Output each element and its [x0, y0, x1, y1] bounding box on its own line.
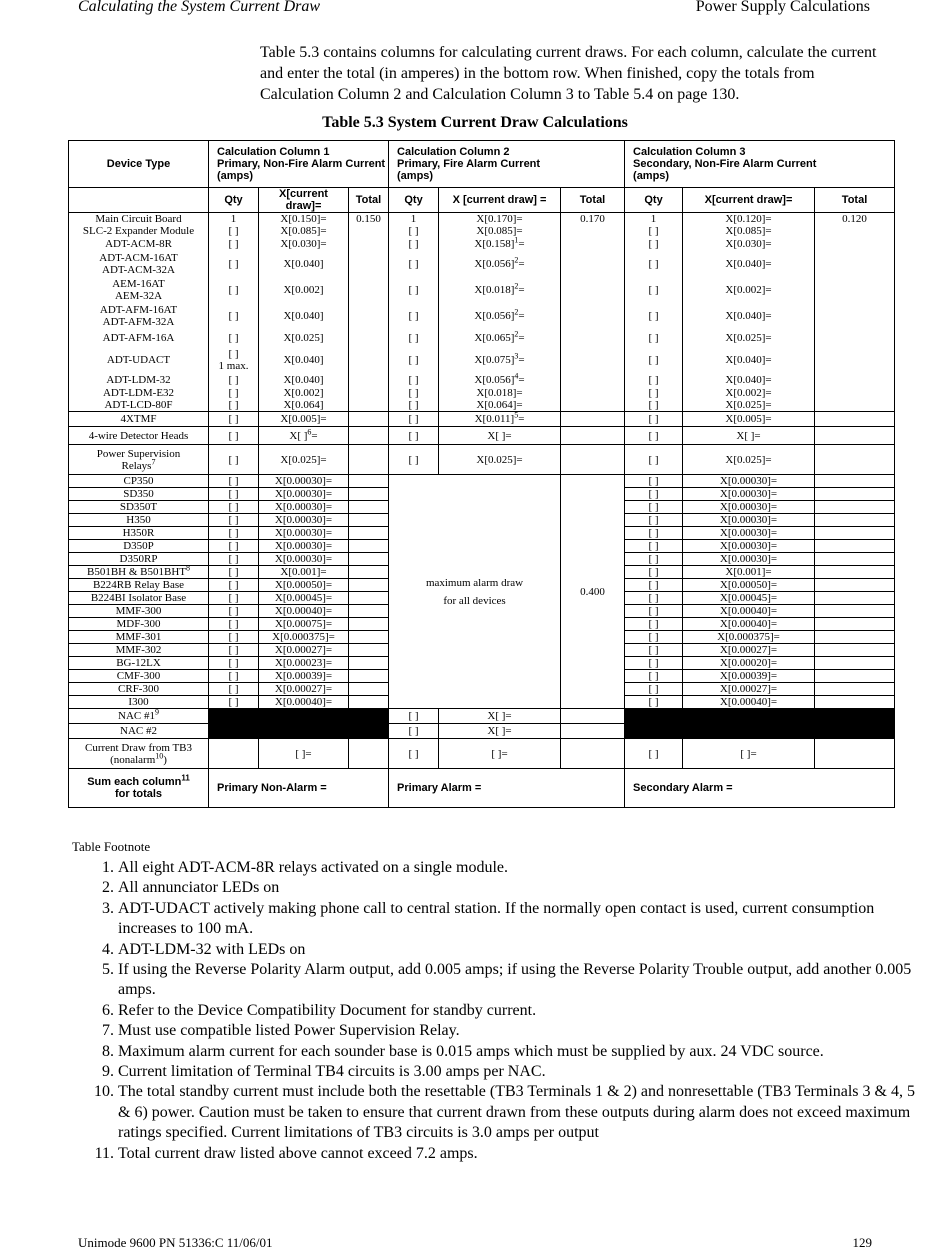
table-row: CMF-300 [ ] X[0.00039]= [ ] X[0.00039]=	[69, 670, 895, 683]
footer-left: Unimode 9600 PN 51336:C 11/06/01	[78, 1235, 273, 1250]
current-draw-table	[68, 140, 895, 808]
table-row: D350P [ ] X[0.00030]= [ ] X[0.00030]=	[69, 540, 895, 553]
footnote-item: 9. Current limitation of Terminal TB4 circuits is 3.00 amps per NAC.	[118, 1062, 918, 1082]
table-row: ADT-LDM-E32 [ ] X[0.002] [ ] X[0.018]= [ ] X[0.002]=	[69, 387, 895, 399]
footnote-item: 3. ADT-UDACT actively making phone call to central station. If the normally open contact is used, current consumption increases to 100 mA.	[118, 899, 918, 940]
max-alarm-draw-value: 0.400	[561, 475, 625, 709]
device-name: MMF-300	[69, 605, 209, 618]
table-row: 4-wire Detector Heads [ ] X[ ]$^6$= [ ] X[ ]= [ ] X[ ]=	[69, 427, 895, 445]
footnote-list	[80, 858, 918, 1164]
table-row: D350RP [ ] X[0.00030]= [ ] X[0.00030]=	[69, 553, 895, 566]
table-row: MMF-302 [ ] X[0.00027]= [ ] X[0.00027]=	[69, 644, 895, 657]
device-name: H350	[69, 514, 209, 527]
device-name: B501BH & B501BHT$^8$	[69, 566, 209, 579]
table-row: NAC $\#1^9$ [ ] X[ ]=	[69, 709, 895, 724]
blacked-out-cell	[625, 724, 895, 739]
running-header-left: Calculating the System Current Draw	[78, 0, 321, 15]
table-row: BG-12LX [ ] X[0.00023]= [ ] X[0.00020]=	[69, 657, 895, 670]
table-row: SLC-2 Expander Module [ ] X[0.085]= [ ] X[0.085]= [ ] X[0.085]=	[69, 225, 895, 237]
table-row: ADT-AFM-16A [ ] X[0.025] [ ] $X[0.065]^2=$ [ ] X[0.025]=	[69, 329, 895, 347]
col2-header: Calculation Column 2 Primary, Fire Alarm Current (amps)	[389, 141, 625, 188]
table-row: SD350 [ ] X[0.00030]= [ ] X[0.00030]=	[69, 488, 895, 501]
table-row: Current Draw from TB3 (nonalarm$^{10}$) [ ]= [ ] [ ]= [ ] [ ]=	[69, 739, 895, 769]
table-row: B224RB Relay Base [ ] X[0.00050]= [ ] X[0.00050]=	[69, 579, 895, 592]
blacked-out-cell	[625, 709, 895, 724]
table-row: SD350T [ ] X[0.00030]= [ ] X[0.00030]=	[69, 501, 895, 514]
footnote-item: 8. Maximum alarm current for each sounder base is 0.015 amps which must be supplied by aux. 24 VDC source.	[118, 1042, 918, 1062]
device-name: MDF-300	[69, 618, 209, 631]
footnote-item: 10. The total standby current must include both the resettable (TB3 Terminals 1 & 2) and nonresettable (TB3 Terminals 3 & 4, 5 & 6) power. Caution must be taken to ensure that current drawn from these outputs during alarm does not exceed maximum ratings specified. Current limitations of TB3 circuits is 3.0 amps per output	[118, 1082, 918, 1143]
device-name: H350R	[69, 527, 209, 540]
table-row: B224BI Isolator Base [ ] X[0.00045]= [ ] X[0.00045]=	[69, 592, 895, 605]
subheader-row: Qty X[current draw]= Total Qty X [current draw] = Total Qty X[current draw]= Total	[69, 188, 895, 213]
table-row: Main Circuit Board 1 X[0.150]= 0.150 1 X[0.170]= 0.170 1 X[0.120]= 0.120	[69, 213, 895, 226]
device-name: BG-12LX	[69, 657, 209, 670]
table-row: MDF-300 [ ] X[0.00075]= [ ] X[0.00040]=	[69, 618, 895, 631]
table-row: AEM-16AT AEM-32A [ ] X[0.002] [ ] $X[0.018]^2=$ [ ] X[0.002]=	[69, 277, 895, 303]
table-row: 4XTMF [ ] X[0.005]= [ ] $X[0.011]^5=$ [ ] X[0.005]=	[69, 412, 895, 427]
table-footnote-label: Table Footnote	[72, 839, 151, 854]
footnote-item: 1. All eight ADT-ACM-8R relays activated on a single module.	[118, 858, 918, 878]
table-row: ADT-ACM-8R [ ] X[0.030]= [ ] $X[0.158]^1=$ [ ] X[0.030]=	[69, 237, 895, 251]
page-number: 129	[852, 1235, 872, 1250]
blacked-out-cell	[209, 709, 389, 724]
table-row: ADT-UDACT [ ] 1 max. X[0.040] [ ] $X[0.075]^3=$ [ ] X[0.040]=	[69, 347, 895, 373]
sensor-rows	[69, 475, 895, 709]
footnote-item: 6. Refer to the Device Compatibility Document for standby current.	[118, 1001, 918, 1021]
blacked-out-cell	[209, 724, 389, 739]
table-row: ADT-ACM-16AT ADT-ACM-32A [ ] X[0.040] [ ] $X[0.056]^2=$ [ ] X[0.040]=	[69, 251, 895, 277]
device-name: CMF-300	[69, 670, 209, 683]
device-name: MMF-301	[69, 631, 209, 644]
footnote-item: 4. ADT-LDM-32 with LEDs on	[118, 940, 918, 960]
footnote-item: 7. Must use compatible listed Power Supervision Relay.	[118, 1021, 918, 1041]
device-name: CP350	[69, 475, 209, 488]
table-row: CP350 [ ] X[0.00030]= maximum alarm draw for all devices 0.400 [ ] X[0.00030]=	[69, 475, 895, 488]
table-row: NAC #2 [ ] X[ ]=	[69, 724, 895, 739]
device-type-header: Device Type	[69, 141, 209, 188]
device-name: SD350T	[69, 501, 209, 514]
column-header-row	[69, 141, 895, 188]
device-name: B224BI Isolator Base	[69, 592, 209, 605]
table-row: B501BH & B501BHT$^8$ [ ] X[0.001]= [ ] X[0.001]=	[69, 566, 895, 579]
table-row: Power Supervision Relays$^7$ [ ] X[0.025]= [ ] X[0.025]= [ ] X[0.025]=	[69, 445, 895, 475]
device-name: B224RB Relay Base	[69, 579, 209, 592]
table-row: ADT-LCD-80F [ ] X[0.064] [ ] X[0.064]= [ ] X[0.025]=	[69, 399, 895, 412]
sum-row: Sum each column$^{11}$ for totals Primary Non-Alarm = Primary Alarm = Secondary Alarm =	[69, 769, 895, 808]
col3-header: Calculation Column 3 Secondary, Non-Fire Alarm Current (amps)	[625, 141, 895, 188]
max-alarm-draw-label: maximum alarm draw for all devices	[389, 475, 561, 709]
table-row: ADT-AFM-16AT ADT-AFM-32A [ ] X[0.040] [ ] $X[0.056]^2=$ [ ] X[0.040]=	[69, 303, 895, 329]
device-name: I300	[69, 696, 209, 709]
footnote-item: 5. If using the Reverse Polarity Alarm output, add 0.005 amps; if using the Reverse Polarity Trouble output, add another 0.005 amps.	[118, 960, 918, 1001]
table-title: Table 5.3 System Current Draw Calculations	[322, 114, 628, 131]
footnote-item: 2. All annunciator LEDs on	[118, 878, 918, 898]
footnote-item: 11. Total current draw listed above cannot exceed 7.2 amps.	[118, 1144, 918, 1164]
table-row: H350 [ ] X[0.00030]= [ ] X[0.00030]=	[69, 514, 895, 527]
running-header-right: Power Supply Calculations	[695, 0, 870, 15]
device-name: D350RP	[69, 553, 209, 566]
table-row: I300 [ ] X[0.00040]= [ ] X[0.00040]=	[69, 696, 895, 709]
device-name: MMF-302	[69, 644, 209, 657]
table-row: MMF-300 [ ] X[0.00040]= [ ] X[0.00040]=	[69, 605, 895, 618]
table-row: MMF-301 [ ] X[0.000375]= [ ] X[0.000375]=	[69, 631, 895, 644]
table-row: ADT-LDM-32 [ ] X[0.040] [ ] $X[0.056]^4=$ [ ] X[0.040]=	[69, 373, 895, 387]
device-name: D350P	[69, 540, 209, 553]
device-name: SD350	[69, 488, 209, 501]
device-name: CRF-300	[69, 683, 209, 696]
table-row: H350R [ ] X[0.00030]= [ ] X[0.00030]=	[69, 527, 895, 540]
col1-header: Calculation Column 1 Primary, Non-Fire Alarm Current (amps)	[209, 141, 389, 188]
table-row: CRF-300 [ ] X[0.00027]= [ ] X[0.00027]=	[69, 683, 895, 696]
intro-paragraph: Table 5.3 contains columns for calculating current draws. For each column, calculate the current and enter the total (in amperes) in the bottom row. When finished, copy the totals from Calculation Column 2 and Calculation Column 3 to Table 5.4 on page 130.	[260, 44, 877, 103]
